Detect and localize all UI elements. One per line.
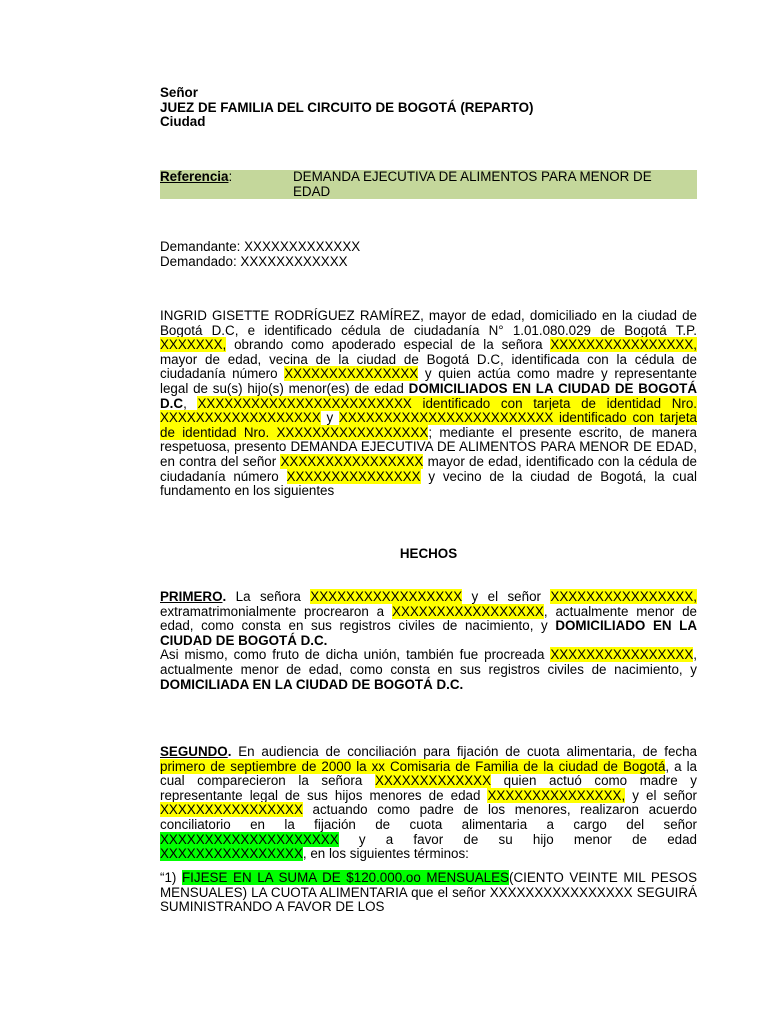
segundo-label: SEGUNDO: [160, 744, 228, 759]
segundo-highlight-4: XXXXXXXXXXXXXXXX: [160, 802, 303, 818]
intro-text-2: obrando como apoderado especial de la señora: [226, 337, 551, 353]
segundo-text-6: y a favor de su hijo menor de edad: [338, 831, 697, 847]
reference-colon: :: [228, 169, 233, 184]
reference-label: Referencia: [160, 169, 229, 184]
intro-paragraph: [160, 309, 697, 499]
addressee-city: Ciudad: [160, 114, 206, 130]
parties-block: [160, 240, 697, 269]
clause-1-text-1: “1): [160, 870, 182, 885]
primero-text-1: La señora: [226, 589, 311, 604]
segundo-highlight-2: XXXXXXXXXXXXX: [374, 773, 492, 789]
demandante-line: Demandante: XXXXXXXXXXXXX: [160, 239, 361, 254]
segundo-text-3: quien actuó como madre y representante legal de sus hijos menores de edad: [160, 773, 697, 803]
intro-bold-1: DOMICILIADOS EN LA CIUDAD DE BOGOTÁ D.C: [160, 380, 697, 411]
clause-1-text-2: (CIENTO VEINTE MIL PESOS MENSUALES) LA CUOTA ALIMENTARIA que el señor XXXXXXXXXXXXXXXX SEGUIRÁ SUMINISTRANDO A FAVOR DE LOS: [160, 870, 698, 915]
segundo-green-2: XXXXXXXXXXXXXXXX: [160, 846, 303, 862]
intro-highlight-5: XXXXXXXXXXXXXXXXXXXXXXXX identificado con tarjeta de identidad Nro. XXXXXXXXXXXXXXXXX: [160, 410, 697, 440]
intro-text-8: mayor de edad, identificado con la cédula de ciudadanía número: [160, 453, 698, 484]
primero-label: PRIMERO: [160, 589, 223, 604]
intro-text-7: ; mediante el presente escrito, de manera respetuosa, presento DEMANDA EJECUTIVA DE ALIMENTOS PARA MENOR DE EDAD, en contra del señor: [160, 424, 697, 469]
intro-highlight-7: XXXXXXXXXXXXXXX: [286, 468, 421, 484]
segundo-text-2: , a la cual comparecieron la señora: [160, 758, 697, 789]
segundo-text-4: y el señor: [625, 787, 697, 803]
segundo-paragraph: [160, 745, 697, 862]
primero-highlight-1: XXXXXXXXXXXXXXXXX: [310, 589, 463, 604]
intro-highlight-1: XXXXXXX,: [160, 337, 227, 353]
hechos-title: HECHOS: [399, 546, 458, 561]
primero-text-3: extramatrimonialmente procrearon a: [160, 603, 393, 619]
segundo-highlight-1: primero de septiembre de 2000 la xx Comisaria de Familia de la ciudad de Bogotá: [160, 758, 666, 774]
segundo-text-1: En audiencia de conciliación para fijación de cuota alimentaria, de fecha: [231, 744, 697, 759]
primero-text-6: , actualmente menor de edad, como consta en sus registros civiles de nacimiento, y: [160, 647, 697, 677]
reference-label-wrap: [160, 170, 232, 185]
primero-text-4: , actualmente menor de edad, como consta en sus registros civiles de nacimiento, y: [160, 603, 697, 634]
clause-1-green-1: FIJESE EN LA SUMA DE $120.000.oo MENSUALES: [182, 870, 509, 885]
intro-highlight-4: XXXXXXXXXXXXXXXXXXXXXXXX identificado con tarjeta de identidad Nro. XXXXXXXXXXXXXXXXXX: [160, 395, 697, 426]
primero-bold-2: DOMICILIADA EN LA CIUDAD DE BOGOTÁ D.C.: [160, 676, 464, 692]
reference-box: [160, 170, 697, 199]
addressee-salutation: Señor: [160, 85, 198, 100]
intro-text-3: mayor de edad, vecina de la ciudad de Bogotá D.C, identificada con la cédula de ciudadanía número: [160, 351, 697, 382]
addressee-court: JUEZ DE FAMILIA DEL CIRCUITO DE BOGOTÁ (REPARTO): [160, 99, 534, 115]
segundo-text-7: , en los siguientes términos:: [302, 846, 469, 862]
segundo-highlight-3: XXXXXXXXXXXXXXX,: [487, 787, 626, 803]
intro-text-5: ,: [183, 395, 198, 411]
primero-highlight-2: XXXXXXXXXXXXXXXX,: [550, 589, 698, 604]
addressee-block: [160, 86, 697, 130]
primero-dot: .: [222, 589, 227, 604]
segundo-dot: .: [227, 744, 232, 759]
primero-text-5: Asi mismo, como fruto de dicha unión, también fue procreada: [160, 647, 551, 663]
segundo-green-1: XXXXXXXXXXXXXXXXXXXX: [160, 831, 339, 847]
intro-text-9: y vecino de la ciudad de Bogotá, la cual fundamento en los siguientes: [160, 468, 697, 499]
clause-1-paragraph: [160, 871, 697, 915]
primero-paragraph: [160, 590, 697, 692]
intro-highlight-2: XXXXXXXXXXXXXXXX,: [550, 337, 697, 353]
intro-highlight-3: XXXXXXXXXXXXXXX: [284, 366, 419, 382]
primero-highlight-3: XXXXXXXXXXXXXXXXX: [392, 603, 544, 619]
primero-highlight-4: XXXXXXXXXXXXXXXX: [550, 647, 694, 663]
segundo-text-5: actuando como padre de los menores, realizaron acuerdo conciliatorio en la fijación de cuota alimentaria a cargo del señor: [160, 802, 697, 832]
intro-text-4: y quien actúa como madre y representante legal de su(s) hijo(s) menor(es) de edad: [160, 366, 697, 396]
intro-text-1: INGRID GISETTE RODRÍGUEZ RAMÍREZ, mayor de edad, domiciliado en la ciudad de Bogotá D.C, e identificado cédula de ciudadanía N° 1.01.080.029 de Bogotá T.P.: [160, 308, 697, 338]
intro-text-6: y: [320, 410, 339, 426]
reference-text: DEMANDA EJECUTIVA DE ALIMENTOS PARA MENOR DE EDAD: [293, 169, 652, 199]
primero-bold-1: DOMICILIADO EN LA CIUDAD DE BOGOTÁ D.C.: [160, 618, 697, 648]
primero-text-2: y el señor: [462, 589, 551, 604]
demandado-line: Demandado: XXXXXXXXXXXX: [160, 253, 348, 269]
intro-highlight-6: XXXXXXXXXXXXXXXX: [280, 453, 424, 469]
